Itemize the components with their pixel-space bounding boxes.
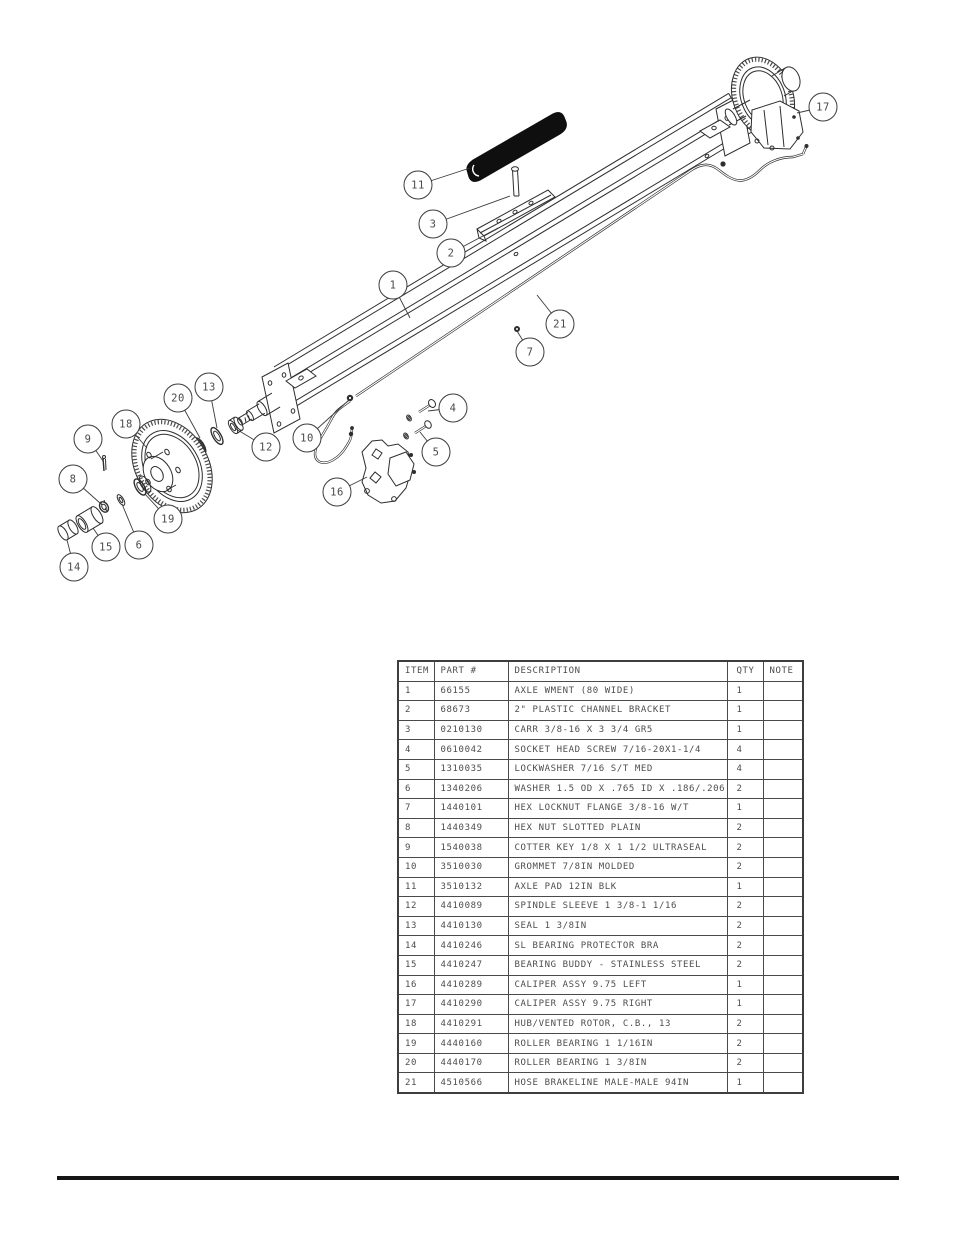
col-header-note: NOTE [763,661,803,681]
table-cell: 2 [727,838,763,858]
table-cell: 1 [727,975,763,995]
table-cell [763,838,803,858]
table-row [398,916,803,936]
table-row [398,740,803,760]
table-cell: AXLE WMENT (80 WIDE) [508,681,727,701]
table-cell: 3 [398,720,434,740]
table-row [398,995,803,1015]
table-cell: 4410089 [434,897,508,917]
table-cell: 4410247 [434,955,508,975]
table-cell [763,857,803,877]
table-cell: 20 [398,1053,434,1073]
table-cell: 2 [727,916,763,936]
callout-number-21: 21 [553,318,567,331]
table-cell: 7 [398,799,434,819]
table-cell: CALIPER ASSY 9.75 RIGHT [508,995,727,1015]
table-cell [763,720,803,740]
callout-number-20: 20 [171,392,185,405]
table-cell: 2 [727,818,763,838]
table-cell: 14 [398,936,434,956]
table-cell [763,936,803,956]
table-cell [763,740,803,760]
callout-number-12: 12 [259,441,273,454]
table-cell [763,877,803,897]
table-row [398,838,803,858]
table-cell: HOSE BRAKELINE MALE-MALE 94IN [508,1073,727,1093]
table-cell: HEX NUT SLOTTED PLAIN [508,818,727,838]
table-row [398,799,803,819]
table-cell: 1440101 [434,799,508,819]
table-cell: 4410246 [434,936,508,956]
callout-number-2: 2 [447,247,455,260]
cotter-pin-9 [103,456,107,472]
table-cell: 1340206 [434,779,508,799]
table-cell: 11 [398,877,434,897]
table-cell: 3510030 [434,857,508,877]
table-cell: 4410130 [434,916,508,936]
col-header-part: PART # [434,661,508,681]
hose-fitting-left [349,426,354,437]
table-row [398,1034,803,1054]
table-row [398,818,803,838]
callout-number-7: 7 [526,346,534,359]
table-row [398,857,803,877]
table-cell: COTTER KEY 1/8 X 1 1/2 ULTRASEAL [508,838,727,858]
table-cell: ROLLER BEARING 1 3/8IN [508,1053,727,1073]
table-cell: CARR 3/8-16 X 3 3/4 GR5 [508,720,727,740]
table-cell: 2 [398,701,434,721]
table-cell: 12 [398,897,434,917]
callout-number-5: 5 [432,446,440,459]
lockwasher-screw-5 [403,420,433,440]
callout-number-10: 10 [300,432,314,445]
table-cell [763,1053,803,1073]
callout-number-18: 18 [119,418,133,431]
callout-number-14: 14 [67,561,81,574]
callout-layer [59,93,837,581]
table-cell: 4410290 [434,995,508,1015]
table-cell: 2" PLASTIC CHANNEL BRACKET [508,701,727,721]
table-cell: LOCKWASHER 7/16 S/T MED [508,759,727,779]
table-cell: 4440170 [434,1053,508,1073]
table-cell: 19 [398,1034,434,1054]
table-row [398,1073,803,1093]
table-cell [763,975,803,995]
table-cell: 13 [398,916,434,936]
callout-number-17: 17 [816,101,830,114]
table-cell: 2 [727,897,763,917]
table-cell [763,897,803,917]
table-row [398,701,803,721]
table-cell [763,799,803,819]
table-cell: CALIPER ASSY 9.75 LEFT [508,975,727,995]
washer-6 [116,494,127,507]
table-cell: 4 [727,759,763,779]
rotor-caliper-assembly-17 [700,48,805,156]
seal-13 [209,426,226,446]
callout-number-9: 9 [84,433,92,446]
table-cell: GROMMET 7/8IN MOLDED [508,857,727,877]
table-cell: 1540038 [434,838,508,858]
table-cell: 2 [727,1014,763,1034]
table-cell: 4510566 [434,1073,508,1093]
table-row [398,720,803,740]
table-cell: 4410289 [434,975,508,995]
table-cell [763,995,803,1015]
table-cell: 68673 [434,701,508,721]
callout-number-6: 6 [135,539,143,552]
callout-number-13: 13 [202,381,216,394]
parts-table [397,660,804,1094]
table-cell [763,1014,803,1034]
callout-number-16: 16 [330,486,344,499]
table-cell: 4 [727,740,763,760]
table-cell: 2 [727,857,763,877]
table-cell: 2 [727,936,763,956]
table-cell [763,955,803,975]
table-row [398,897,803,917]
callout-number-8: 8 [69,473,77,486]
table-cell: SEAL 1 3/8IN [508,916,727,936]
callout-number-1: 1 [389,279,397,292]
callout-number-15: 15 [99,541,113,554]
right-caliper-body [751,101,803,150]
table-cell: 4410291 [434,1014,508,1034]
table-cell [763,1034,803,1054]
carriage-bolt-3 [512,167,520,196]
table-cell [763,916,803,936]
table-row [398,975,803,995]
parts-table-body [398,681,803,1093]
col-header-qty: QTY [727,661,763,681]
table-row [398,759,803,779]
table-cell: 6 [398,779,434,799]
table-row [398,1014,803,1034]
table-cell: 15 [398,955,434,975]
table-cell: 9 [398,838,434,858]
table-cell: 2 [727,955,763,975]
table-cell: 5 [398,759,434,779]
table-cell: 1 [727,681,763,701]
table-cell: 2 [727,1034,763,1054]
table-cell: 2 [727,779,763,799]
table-cell: 8 [398,818,434,838]
table-cell: HUB/VENTED ROTOR, C.B., 13 [508,1014,727,1034]
table-header-row [398,661,803,681]
table-cell: 10 [398,857,434,877]
table-cell: WASHER 1.5 OD X .765 ID X .186/.206 [508,779,727,799]
beam-hole [514,252,519,257]
table-cell: 4 [398,740,434,760]
table-row [398,1053,803,1073]
table-cell: 66155 [434,681,508,701]
table-cell: ROLLER BEARING 1 1/16IN [508,1034,727,1054]
table-cell: 1 [727,1073,763,1093]
callout-number-19: 19 [161,513,175,526]
col-header-description: DESCRIPTION [508,661,727,681]
table-row [398,877,803,897]
table-cell: 16 [398,975,434,995]
table-cell [763,681,803,701]
callout-number-3: 3 [429,218,437,231]
table-cell [763,759,803,779]
callout-number-11: 11 [411,179,425,192]
caliper-16 [362,440,416,503]
beam-nut [720,161,725,166]
table-cell [763,1073,803,1093]
table-cell: 17 [398,995,434,1015]
table-cell: 2 [727,1053,763,1073]
table-cell: 0610042 [434,740,508,760]
grommet-10 [347,395,353,401]
screw-4 [406,398,437,422]
table-row [398,779,803,799]
table-row [398,681,803,701]
table-cell: 1 [727,877,763,897]
table-cell: 1 [398,681,434,701]
callout-number-4: 4 [449,402,457,415]
table-cell: SOCKET HEAD SCREW 7/16-20X1-1/4 [508,740,727,760]
table-cell: BEARING BUDDY - STAINLESS STEEL [508,955,727,975]
parts-list [397,660,804,1094]
table-cell [763,818,803,838]
table-cell: 1440349 [434,818,508,838]
table-cell: 1 [727,701,763,721]
hose-fitting-right [803,144,809,154]
table-cell: 1 [727,799,763,819]
table-cell: HEX LOCKNUT FLANGE 3/8-16 W/T [508,799,727,819]
table-cell: 18 [398,1014,434,1034]
table-row [398,955,803,975]
table-cell: SL BEARING PROTECTOR BRA [508,936,727,956]
footer-rule [57,1176,899,1180]
col-header-item: ITEM [398,661,434,681]
table-cell: 4440160 [434,1034,508,1054]
table-cell [763,779,803,799]
table-row [398,936,803,956]
table-cell: 1 [727,720,763,740]
table-cell: 0210130 [434,720,508,740]
table-cell: 1 [727,995,763,1015]
table-cell: AXLE PAD 12IN BLK [508,877,727,897]
table-cell: SPINDLE SLEEVE 1 3/8-1 1/16 [508,897,727,917]
table-cell: 3510132 [434,877,508,897]
table-cell [763,701,803,721]
table-cell: 1310035 [434,759,508,779]
table-cell: 21 [398,1073,434,1093]
spindle-sleeve-12 [227,416,245,435]
